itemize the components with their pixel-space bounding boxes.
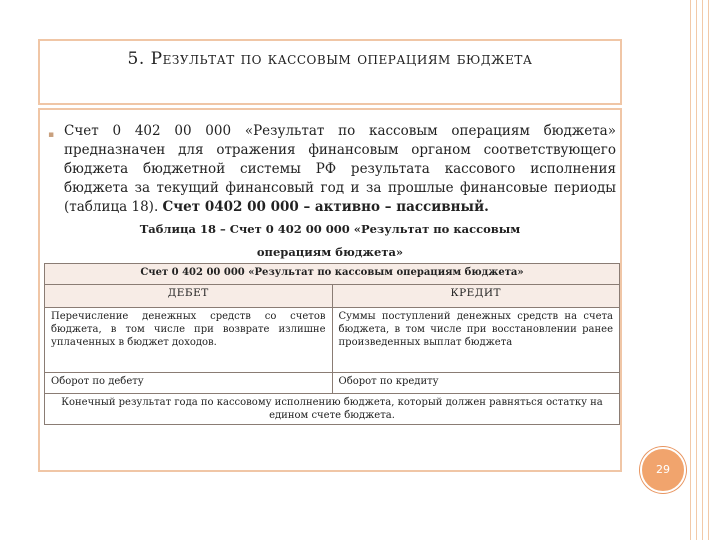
result-row bbox=[45, 394, 620, 425]
table-header: Счет 0 402 00 000 «Результат по кассовым операциям бюджета» bbox=[45, 264, 620, 285]
title-text: Результат по кассовым операциям бюджета bbox=[150, 49, 533, 69]
body-paragraph bbox=[64, 122, 616, 217]
column-header-row bbox=[45, 285, 620, 308]
title-frame bbox=[38, 39, 622, 105]
title-number: 5. bbox=[127, 49, 145, 69]
decorative-stripes bbox=[686, 0, 720, 540]
credit-header: КРЕДИТ bbox=[332, 285, 620, 308]
page-number-badge: 29 bbox=[640, 447, 686, 493]
credit-turnover: Оборот по кредиту bbox=[332, 373, 620, 394]
paragraph-bold: Счет 0402 00 000 – активно – пассивный. bbox=[162, 199, 489, 215]
final-result: Конечный результат года по кассовому исполнению бюджета, который должен равняться остатку на едином счете бюджета. bbox=[45, 394, 620, 425]
table-caption-line2: операциям бюджета» bbox=[256, 245, 404, 259]
table-caption-line1: Таблица 18 – Счет 0 402 00 000 «Результат по кассовым bbox=[139, 222, 521, 236]
table-header-row bbox=[45, 264, 620, 285]
turnover-row bbox=[45, 373, 620, 394]
table-row bbox=[45, 308, 620, 373]
account-table bbox=[44, 263, 620, 425]
debit-header: ДЕБЕТ bbox=[45, 285, 333, 308]
debit-turnover: Оборот по дебету bbox=[45, 373, 333, 394]
slide-title bbox=[40, 49, 620, 69]
debit-description: Перечисление денежных средств со счетов бюджета, в том числе при возврате излишне уплаченных в бюджет доходов. bbox=[45, 308, 333, 373]
credit-description: Суммы поступлений денежных средств на счета бюджета, в том числе при восстановлении ранее произведенных выплат бюджета bbox=[332, 308, 620, 373]
bullet-icon: ▪ bbox=[48, 130, 55, 140]
paragraph-text: Счет 0 402 00 000 «Результат по кассовым операциям бюджета» предназначен для отражения финансовым органом соответствующего бюджета бюджетной системы РФ результата кассового исполнения бюджета за текущий финансовый год и за прошлые финансовые периоды (таблица 18). bbox=[64, 123, 616, 215]
